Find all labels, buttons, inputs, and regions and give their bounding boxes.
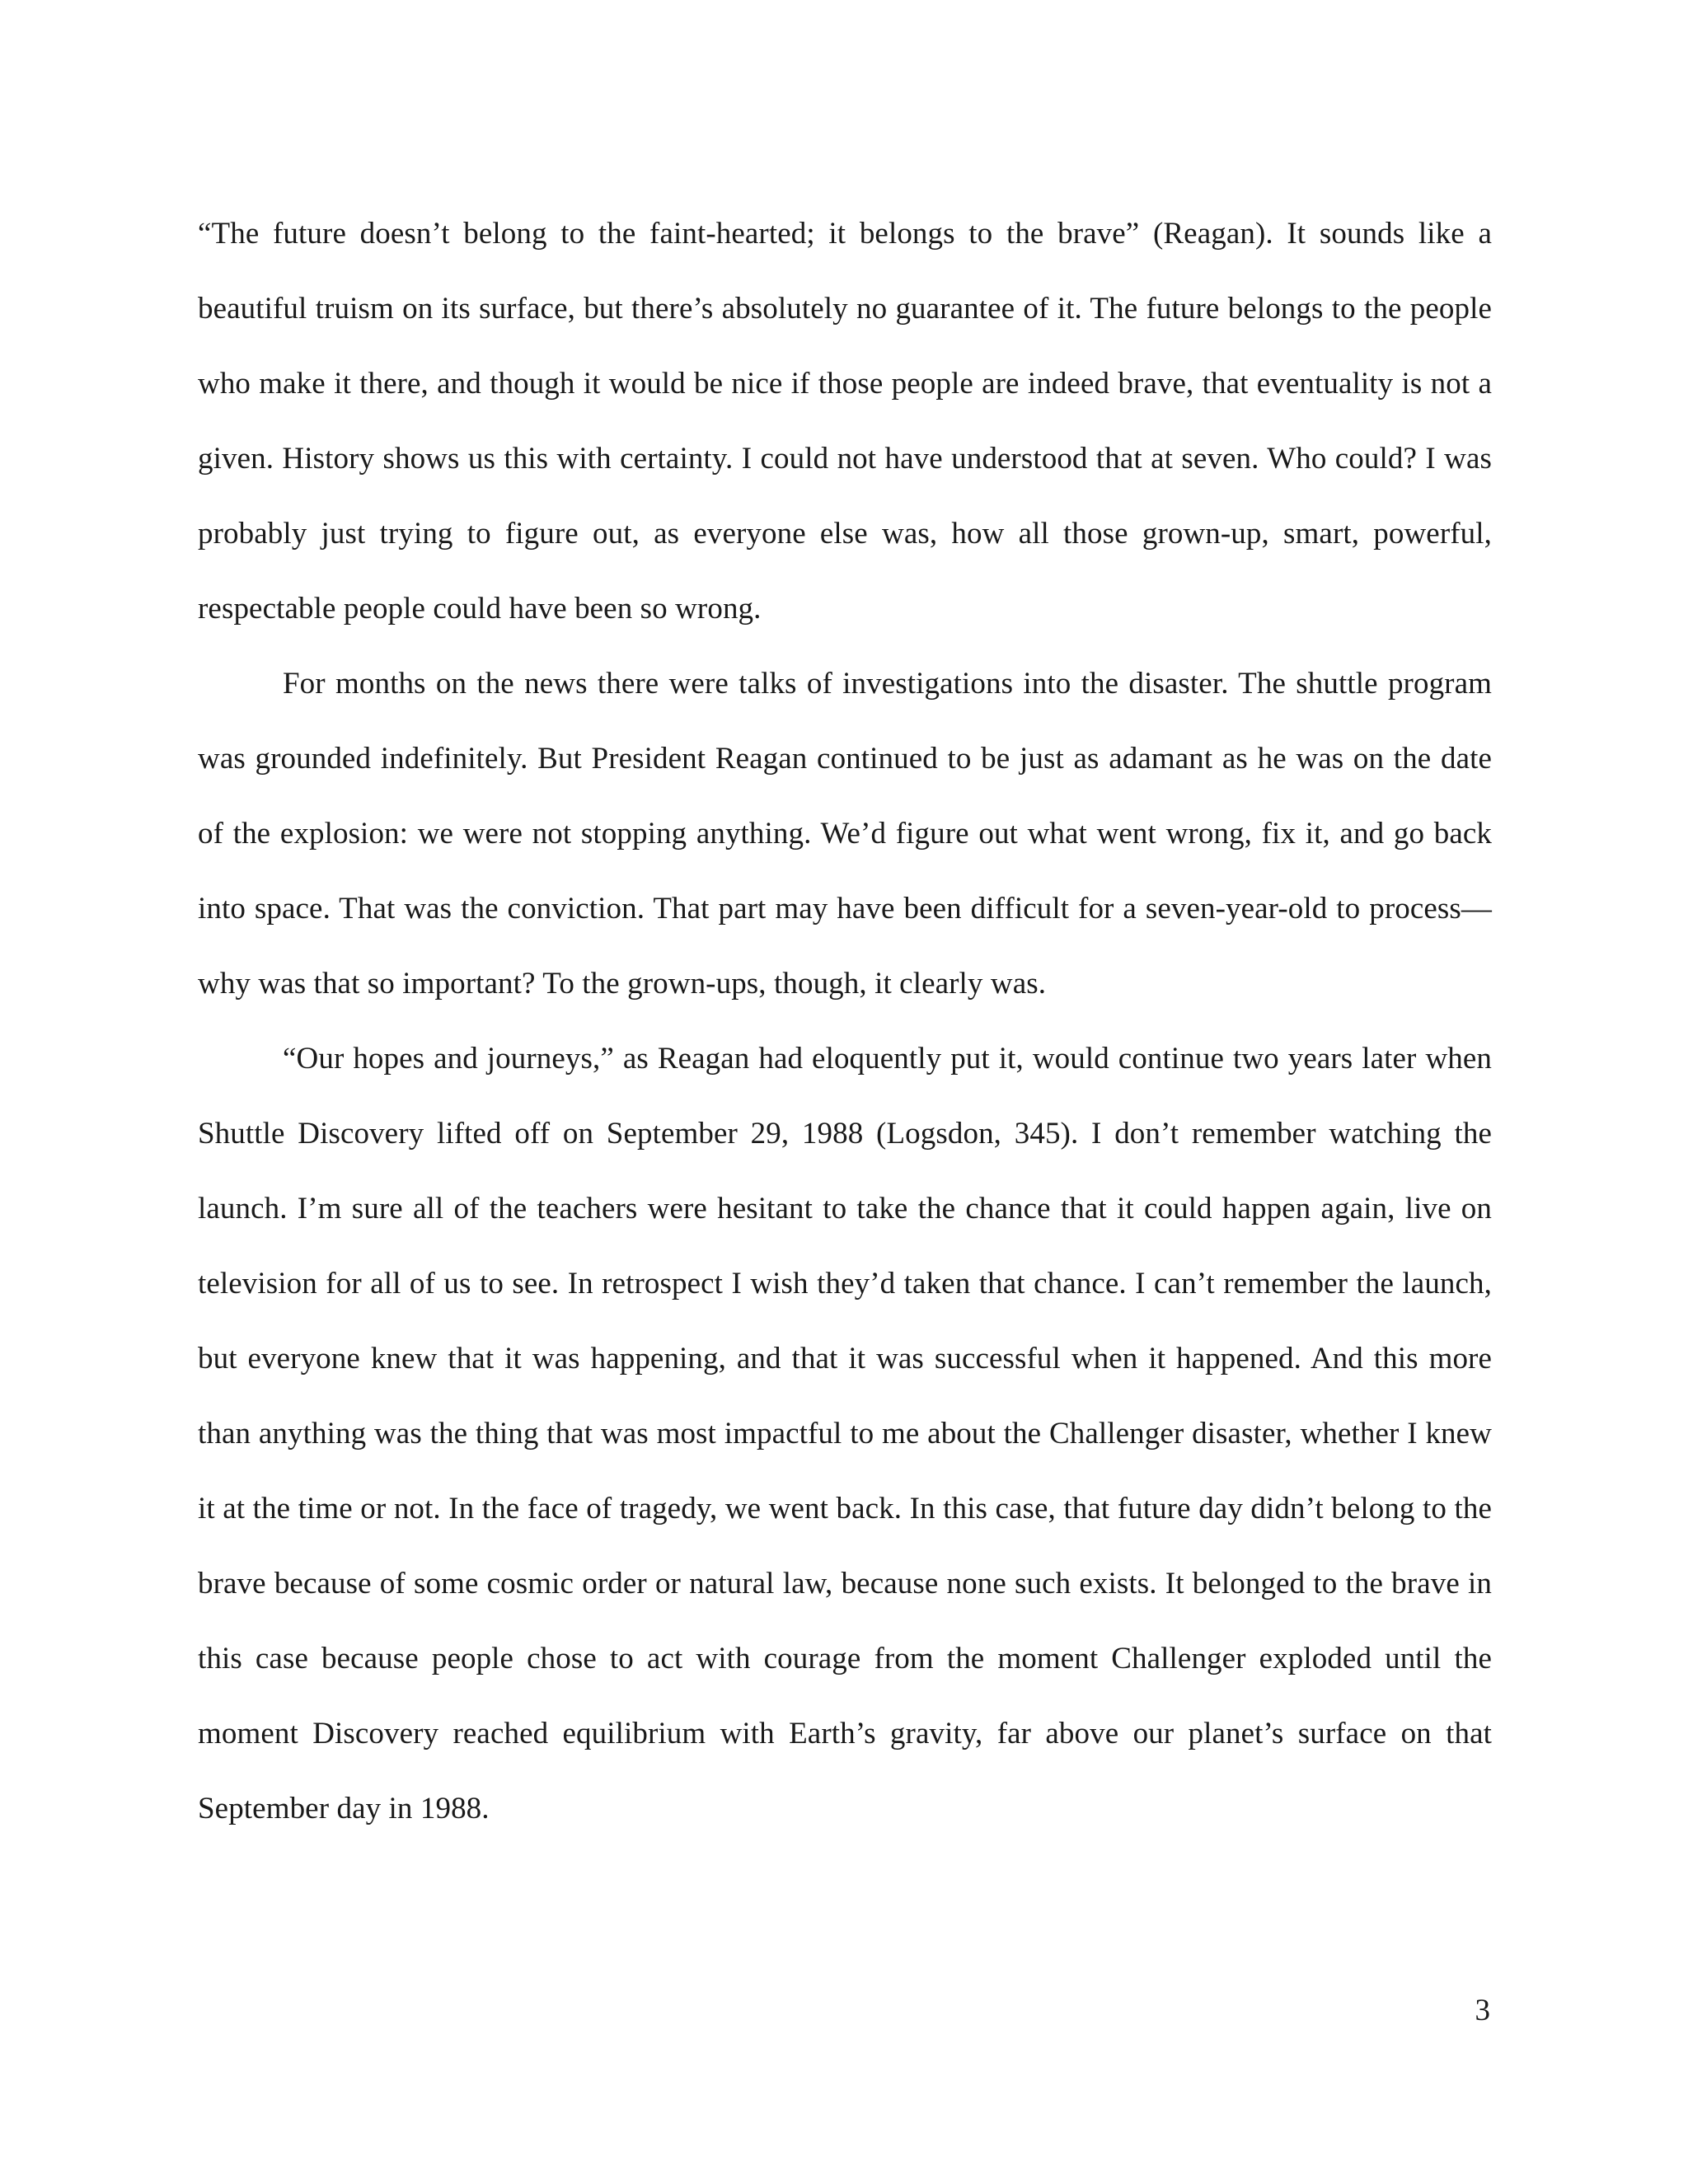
body-text	[198, 196, 1492, 1846]
paragraph-3: “Our hopes and journeys,” as Reagan had eloquently put it, would continue two years later when Shuttle Discovery lifted off on September 29, 1988 (Logsdon, 345). I don’t remember watching the launch. I’m sure all of the teachers were hesitant to take the chance that it could happen again, live on television for all of us to see. In retrospect I wish they’d taken that chance. I can’t remember the launch, but everyone knew that it was happening, and that it was successful when it happened. And this more than anything was the thing that was most impactful to me about the Challenger disaster, whether I knew it at the time or not. In the face of tragedy, we went back. In this case, that future day didn’t belong to the brave because of some cosmic order or natural law, because none such exists. It belonged to the brave in this case because people chose to act with courage from the moment Challenger exploded until the moment Discovery reached equilibrium with Earth’s gravity, far above our planet’s surface on that September day in 1988.	[198, 1042, 1492, 1825]
page-number: 3	[1475, 1994, 1490, 2027]
paragraph-2: For months on the news there were talks of investigations into the disaster. The shuttle program was grounded indefinitely. But President Reagan continued to be just as adamant as he was on the date of the explosion: we were not stopping anything. We’d figure out what went wrong, fix it, and go back into space. That was the conviction. That part may have been difficult for a seven-year-old to process—why was that so important? To the grown-ups, though, it clearly was.	[198, 667, 1492, 1001]
paragraph-1: “The future doesn’t belong to the faint-hearted; it belongs to the brave” (Reagan). It sounds like a beautiful truism on its surface, but there’s absolutely no guarantee of it. The future belongs to the people who make it there, and though it would be nice if those people are indeed brave, that eventuality is not a given. History shows us this with certainty. I could not have understood that at seven. Who could? I was probably just trying to figure out, as everyone else was, how all those grown-up, smart, powerful, respectable people could have been so wrong.	[198, 217, 1492, 626]
